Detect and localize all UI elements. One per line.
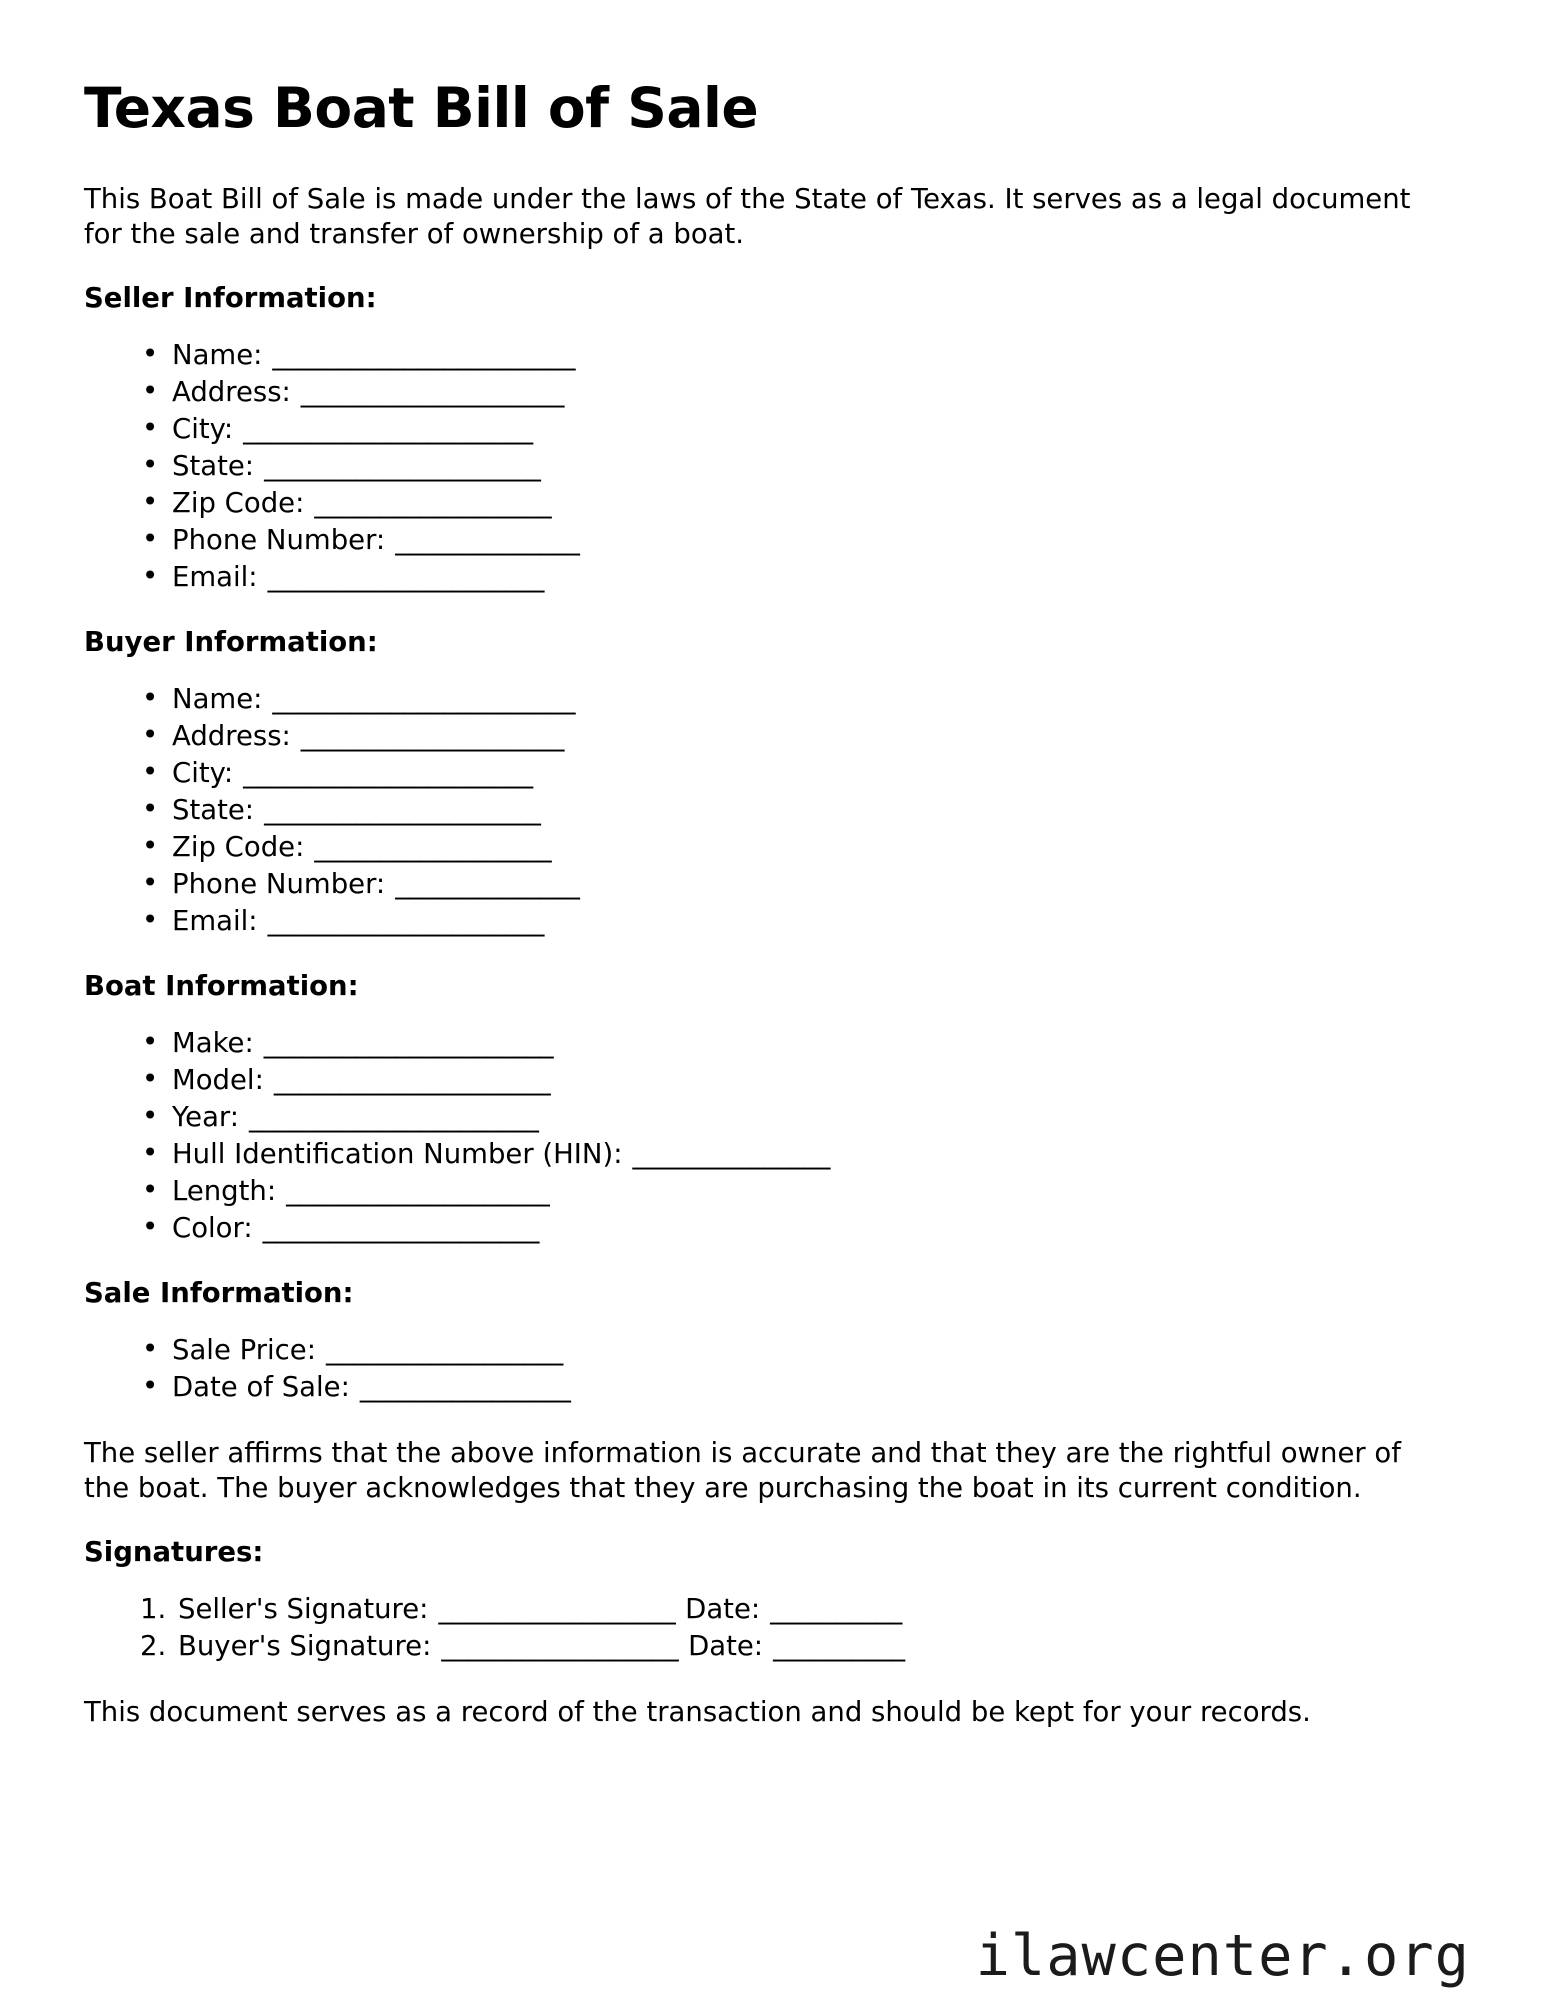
field-label: City: (172, 413, 234, 446)
list-item (134, 792, 1470, 829)
date-label: Date: (688, 1630, 764, 1663)
section-heading-signatures: Signatures: (84, 1536, 264, 1569)
field-blank[interactable]: _____________________ (273, 1063, 550, 1096)
field-blank[interactable]: ________________ (359, 1370, 571, 1403)
field-label: State: (172, 450, 255, 483)
field-label: Email: (172, 561, 258, 594)
list-item (134, 903, 1470, 940)
list-item (134, 829, 1470, 866)
date-blank[interactable]: __________ (770, 1593, 902, 1626)
section-heading-boat: Boat Information: (84, 969, 359, 1002)
field-list-seller (84, 337, 1470, 596)
field-list-boat (84, 1025, 1470, 1247)
list-item (134, 1025, 1470, 1062)
field-blank[interactable]: ____________________ (300, 376, 564, 409)
field-blank[interactable]: ____________________ (286, 1174, 550, 1207)
field-label: Name: (172, 339, 263, 372)
signature-blank[interactable]: __________________ (441, 1630, 679, 1663)
list-item (134, 681, 1470, 718)
list-item (134, 1173, 1470, 1210)
field-label: Sale Price: (172, 1333, 316, 1366)
list-item (140, 1591, 1470, 1628)
field-blank[interactable]: __________________ (314, 830, 552, 863)
field-blank[interactable]: _____________________ (267, 561, 544, 594)
field-label: City: (172, 756, 234, 789)
section-heading-seller: Seller Information: (84, 282, 377, 315)
list-item (134, 522, 1470, 559)
field-label: Address: (172, 376, 291, 409)
field-blank[interactable]: _____________________ (267, 904, 544, 937)
signature-label: Seller's Signature: (178, 1593, 429, 1626)
list-item (134, 1062, 1470, 1099)
field-blank[interactable]: _______________________ (272, 339, 575, 372)
field-blank[interactable]: ______________________ (243, 756, 533, 789)
section-heading-buyer: Buyer Information: (84, 626, 378, 659)
list-item (134, 485, 1470, 522)
field-label: Color: (172, 1211, 253, 1244)
signature-list (84, 1591, 1470, 1665)
field-blank[interactable]: _______________ (632, 1137, 830, 1170)
field-label: Length: (172, 1174, 277, 1207)
list-item (134, 448, 1470, 485)
field-blank[interactable]: ______________ (395, 867, 580, 900)
list-item (134, 411, 1470, 448)
field-label: Date of Sale: (172, 1370, 350, 1403)
field-blank[interactable]: _____________________ (262, 1211, 539, 1244)
field-label: Phone Number: (172, 524, 386, 557)
list-item (134, 1369, 1470, 1406)
list-item (134, 755, 1470, 792)
field-list-buyer (84, 681, 1470, 940)
field-blank[interactable]: ______________ (395, 524, 580, 557)
field-label: Model: (172, 1063, 264, 1096)
field-label: Zip Code: (172, 487, 305, 520)
field-label: Address: (172, 720, 291, 752)
field-blank[interactable]: _____________________ (264, 793, 541, 826)
field-label: Year: (172, 1100, 240, 1133)
page-title: Texas Boat Bill of Sale (84, 76, 759, 140)
list-item (134, 1136, 1470, 1173)
field-label: Phone Number: (172, 867, 386, 900)
field-list-sale (84, 1332, 1470, 1406)
field-blank[interactable]: _______________________ (272, 683, 575, 716)
field-blank[interactable]: ______________________ (263, 1026, 554, 1059)
field-label: Hull Identification Number (HIN): (172, 1137, 623, 1170)
list-item (134, 866, 1470, 903)
field-blank[interactable]: ____________________ (300, 720, 564, 752)
field-blank[interactable]: __________________ (325, 1333, 563, 1366)
field-label: Zip Code: (172, 830, 305, 863)
list-item (134, 1099, 1470, 1136)
affirmation-paragraph: The seller affirms that the above information is accurate and that they are the rightful owner of the boat. The buyer acknowledges that they are purchasing the boat in its current condition. (84, 1436, 1401, 1504)
site-watermark: ilawcenter.org (975, 1923, 1470, 1989)
list-item (134, 1332, 1470, 1369)
date-label: Date: (685, 1593, 761, 1626)
list-item (134, 337, 1470, 374)
field-label: Make: (172, 1026, 254, 1059)
field-label: State: (172, 793, 255, 826)
date-blank[interactable]: __________ (773, 1630, 905, 1663)
field-blank[interactable]: ______________________ (243, 413, 533, 446)
list-item (134, 718, 1470, 755)
signature-label: Buyer's Signature: (178, 1630, 432, 1663)
closing-paragraph: This document serves as a record of the transaction and should be kept for your records. (84, 1696, 1311, 1729)
field-blank[interactable]: _____________________ (264, 450, 541, 483)
field-blank[interactable]: __________________ (314, 487, 552, 520)
intro-paragraph: This Boat Bill of Sale is made under the laws of the State of Texas. It serves as a legal document for the sale and transfer of ownership of a boat. (84, 182, 1411, 250)
signature-blank[interactable]: __________________ (438, 1593, 676, 1626)
field-label: Name: (172, 683, 263, 716)
field-blank[interactable]: ______________________ (249, 1100, 539, 1133)
list-item (134, 1210, 1470, 1247)
section-heading-sale: Sale Information: (84, 1276, 354, 1309)
list-item (140, 1628, 1470, 1665)
field-label: Email: (172, 904, 258, 937)
list-item (134, 559, 1470, 596)
list-item (134, 374, 1470, 411)
